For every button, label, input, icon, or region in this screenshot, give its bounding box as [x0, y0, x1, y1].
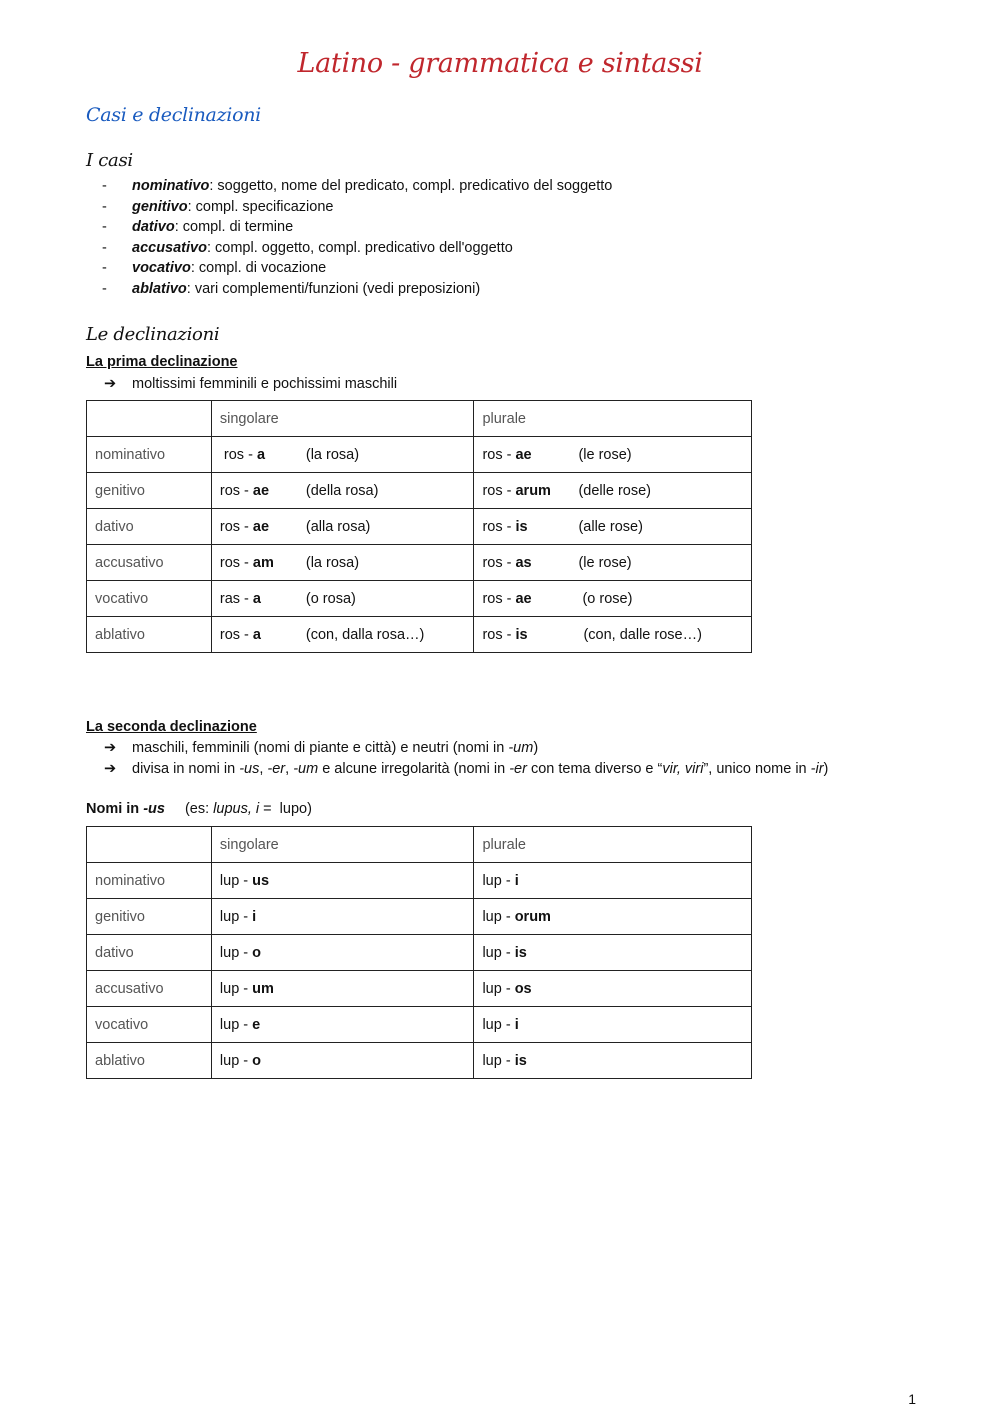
prima-declinazione-title: La prima declinazione — [86, 354, 238, 370]
prima-declinazione-table — [86, 400, 752, 653]
case-term: dativo — [132, 219, 175, 235]
list-item — [86, 217, 612, 238]
declinazioni-heading: Le declinazioni — [86, 324, 220, 345]
case-desc: : compl. di vocazione — [190, 260, 327, 276]
table-row — [87, 1043, 752, 1079]
singular-cell: lup - i — [211, 899, 474, 935]
singular-cell — [211, 473, 474, 509]
note-text: moltissimi femminili e pochissimi maschili — [132, 376, 398, 392]
plural-cell — [474, 617, 752, 653]
case-cell: accusativo — [87, 971, 212, 1007]
translation: (delle rose) — [578, 482, 651, 499]
case-term: genitivo — [132, 198, 188, 215]
table-row — [87, 509, 752, 545]
case-cell: ablativo — [87, 617, 212, 653]
table-row — [87, 473, 752, 509]
stem: ros - — [482, 482, 516, 499]
stem: ros - — [219, 626, 253, 643]
case-cell: genitivo — [87, 473, 212, 509]
case-cell: nominativo — [87, 863, 212, 899]
dash-bullet: - — [102, 260, 107, 276]
stem: ros - — [219, 554, 253, 571]
list-item — [86, 197, 612, 218]
case-cell: genitivo — [87, 899, 212, 935]
singular-cell: lup - um — [211, 971, 474, 1007]
table-row — [87, 437, 752, 473]
case-term: ablativo — [132, 280, 187, 297]
stem: ros - — [482, 590, 516, 607]
plural-cell — [474, 545, 752, 581]
nomi-in-us-label: Nomi in -us (es: lupus, i = lupo) — [86, 801, 312, 817]
plural-cell — [474, 437, 752, 473]
arrow-right-icon: ➔ — [104, 740, 117, 756]
table-row — [87, 899, 752, 935]
table-row — [87, 401, 752, 437]
note-text: divisa in nomi in -us, -er, -um e alcune irregolarità (nomi in -er con tema diverso e “vir, viri”, unico nome in -ir) — [132, 761, 829, 777]
case-desc: : vari complementi/funzioni (vedi preposizioni) — [186, 280, 481, 297]
case-cell: ablativo — [87, 1043, 212, 1079]
translation: (la rosa) — [305, 554, 360, 571]
document-title: Latino - grammatica e sintassi — [297, 48, 703, 79]
singular-cell: lup - o — [211, 935, 474, 971]
header-cell — [87, 401, 212, 437]
case-desc: : compl. oggetto, compl. predicativo dell'oggetto — [206, 239, 513, 256]
translation: (alle rose) — [578, 518, 643, 535]
ending: as — [515, 554, 532, 571]
table-row — [87, 581, 752, 617]
stem: ros - — [219, 446, 257, 463]
plural-cell: lup - is — [474, 1043, 752, 1079]
plural-cell: lup - i — [474, 863, 752, 899]
plural-cell: lup - orum — [474, 899, 752, 935]
ending: am — [252, 554, 274, 571]
arrow-right-icon: ➔ — [104, 761, 117, 777]
case-cell: dativo — [87, 509, 212, 545]
dash-bullet: - — [102, 239, 107, 256]
translation: (le rose) — [578, 446, 632, 463]
ending: arum — [515, 482, 551, 499]
dash-bullet: - — [102, 280, 107, 297]
singular-cell — [211, 437, 474, 473]
ending: ae — [515, 446, 532, 463]
translation: (o rosa) — [305, 590, 356, 607]
translation: (la rosa) — [305, 446, 360, 463]
note-text: maschili, femminili (nomi di piante e città) e neutri (nomi in -um) — [132, 740, 539, 756]
stem: ros - — [482, 554, 516, 571]
table-row — [87, 545, 752, 581]
case-cell: vocativo — [87, 581, 212, 617]
ending: ae — [252, 482, 270, 499]
table-row — [87, 1007, 752, 1043]
header-cell: singolare — [211, 827, 474, 863]
stem: ros - — [219, 518, 253, 535]
stem: ras - — [219, 590, 253, 607]
singular-cell — [211, 581, 474, 617]
plural-cell — [474, 509, 752, 545]
translation: (o rose) — [582, 590, 633, 607]
ending: ae — [515, 590, 532, 607]
plural-cell — [474, 473, 752, 509]
ending: is — [515, 626, 528, 643]
plural-cell: lup - i — [474, 1007, 752, 1043]
stem: ros - — [482, 446, 516, 463]
list-item — [86, 258, 612, 279]
case-term: vocativo — [132, 260, 191, 276]
table-row — [87, 827, 752, 863]
ending: a — [252, 626, 261, 643]
seconda-declinazione-table — [86, 826, 752, 1079]
page-number: 1 — [908, 1391, 916, 1407]
ending: a — [256, 446, 266, 463]
singular-cell: lup - us — [211, 863, 474, 899]
case-desc: : compl. specificazione — [187, 198, 334, 215]
casi-heading: I casi — [86, 150, 133, 171]
translation: (alla rosa) — [305, 518, 371, 535]
singular-cell — [211, 545, 474, 581]
singular-cell — [211, 509, 474, 545]
case-desc: : compl. di termine — [174, 219, 294, 235]
ending: a — [252, 590, 261, 607]
dash-bullet: - — [102, 178, 107, 194]
dash-bullet: - — [102, 219, 107, 235]
singular-cell — [211, 617, 474, 653]
header-cell: plurale — [474, 401, 752, 437]
plural-cell: lup - os — [474, 971, 752, 1007]
header-cell: singolare — [211, 401, 474, 437]
plural-cell — [474, 581, 752, 617]
translation: (con, dalla rosa…) — [305, 626, 425, 643]
case-cell: nominativo — [87, 437, 212, 473]
section-heading: Casi e declinazioni — [86, 104, 261, 126]
stem: ros - — [482, 626, 516, 643]
stem: ros - — [482, 518, 516, 535]
table-row — [87, 863, 752, 899]
translation: (della rosa) — [305, 482, 379, 499]
ending: is — [515, 518, 528, 535]
table-row — [87, 617, 752, 653]
header-cell — [87, 827, 212, 863]
case-cell: accusativo — [87, 545, 212, 581]
table-row — [87, 935, 752, 971]
table-row — [87, 971, 752, 1007]
case-cell: dativo — [87, 935, 212, 971]
ending: ae — [252, 518, 270, 535]
list-item — [86, 238, 612, 259]
translation: (le rose) — [578, 554, 632, 571]
singular-cell: lup - e — [211, 1007, 474, 1043]
case-term: nominativo — [132, 178, 210, 194]
list-item — [86, 176, 612, 197]
case-cell: vocativo — [87, 1007, 212, 1043]
translation: (con, dalle rose…) — [583, 626, 702, 643]
stem: ros - — [219, 482, 253, 499]
singular-cell: lup - o — [211, 1043, 474, 1079]
arrow-right-icon: ➔ — [104, 376, 117, 392]
plural-cell: lup - is — [474, 935, 752, 971]
case-term: accusativo — [132, 239, 207, 256]
seconda-declinazione-title: La seconda declinazione — [86, 719, 257, 735]
case-desc: : soggetto, nome del predicato, compl. predicativo del soggetto — [209, 178, 613, 194]
cases-list — [86, 176, 612, 299]
list-item — [86, 279, 612, 300]
header-cell: plurale — [474, 827, 752, 863]
dash-bullet: - — [102, 198, 107, 215]
